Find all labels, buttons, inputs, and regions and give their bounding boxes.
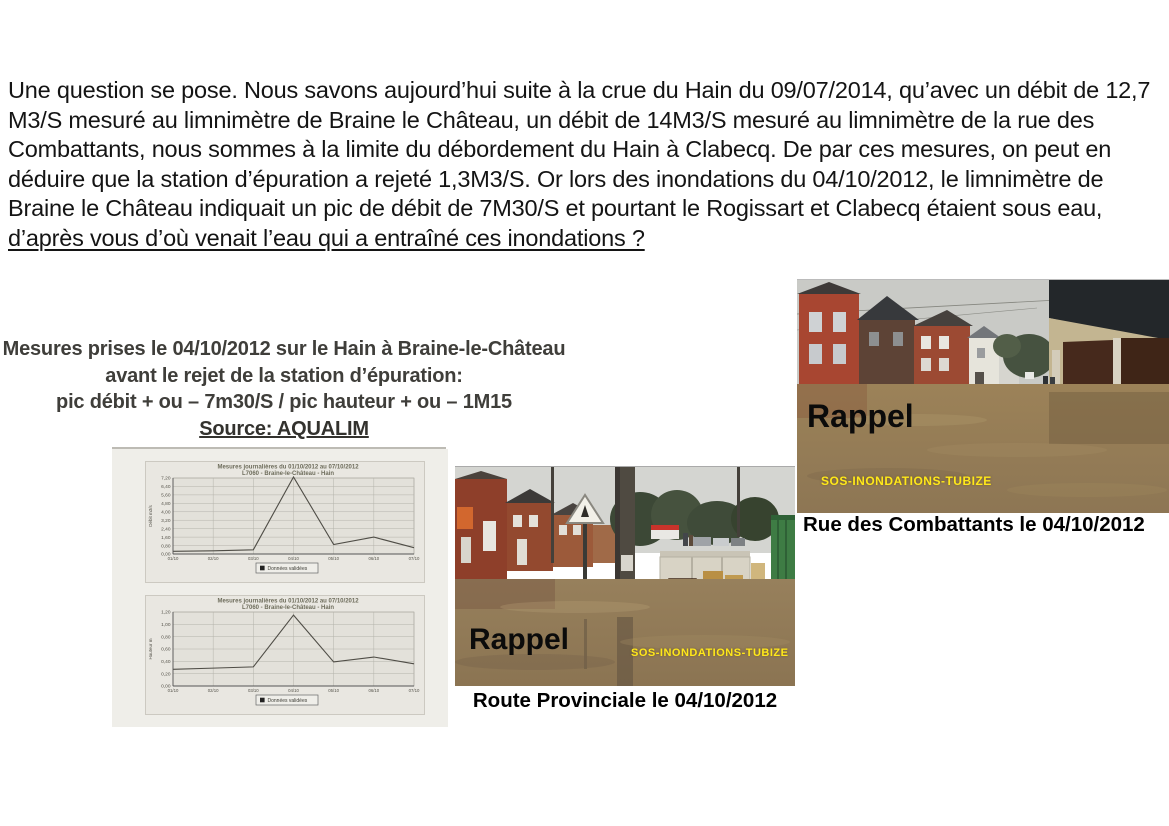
svg-text:06/10: 06/10 (368, 688, 380, 693)
hauteur-line-chart (145, 595, 425, 715)
svg-text:Mesures journalières du 01/10/: Mesures journalières du 01/10/2012 au 07/10/2012 (217, 464, 359, 471)
svg-text:03/10: 03/10 (247, 688, 259, 693)
svg-text:02/10: 02/10 (207, 556, 219, 561)
rappel-overlay-1: Rappel (807, 398, 914, 434)
question-paragraph (8, 76, 1165, 254)
source-aqualim-label: Source: AQUALIM (199, 417, 369, 440)
measurement-note-line3: pic débit + ou – 7m30/S / pic hauteur + ou – 1M15 (56, 391, 512, 413)
svg-text:6,40: 6,40 (161, 485, 171, 491)
sos-inondations-watermark-2: SOS-INONDATIONS-TUBIZE (631, 647, 789, 659)
svg-text:0,80: 0,80 (161, 544, 171, 550)
svg-text:0,00: 0,00 (161, 552, 171, 558)
svg-text:01/10: 01/10 (167, 556, 179, 561)
flood-photo-route-provinciale (455, 466, 795, 686)
photo-caption-rue-des-combattants: Rue des Combattants le 04/10/2012 (803, 513, 1145, 536)
svg-text:07/10: 07/10 (408, 688, 420, 693)
rappel-overlay-2: Rappel (469, 623, 570, 656)
paragraph-underlined-question: d’après vous d’où venait l’eau qui a entraîné ces inondations ? (8, 224, 645, 251)
photo-caption-route-provinciale: Route Provinciale le 04/10/2012 (472, 689, 778, 712)
svg-text:02/10: 02/10 (207, 688, 219, 693)
svg-text:0,60: 0,60 (161, 647, 171, 653)
svg-text:04/10: 04/10 (288, 556, 299, 561)
hauteur-chart-svg (146, 596, 422, 712)
svg-text:1,20: 1,20 (161, 610, 171, 616)
debit-chart-svg (146, 462, 422, 580)
svg-text:7,20: 7,20 (161, 476, 171, 482)
svg-text:07/10: 07/10 (408, 556, 420, 561)
svg-text:5,60: 5,60 (161, 493, 171, 499)
svg-text:05/10: 05/10 (328, 688, 340, 693)
svg-text:Mesures journalières du 01/10/: Mesures journalières du 01/10/2012 au 07/10/2012 (217, 598, 359, 605)
measurement-note (0, 336, 568, 442)
svg-text:06/10: 06/10 (368, 556, 380, 561)
svg-text:3,20: 3,20 (161, 518, 171, 524)
svg-text:4,00: 4,00 (161, 510, 171, 516)
svg-text:0,20: 0,20 (161, 672, 171, 678)
svg-text:0,80: 0,80 (161, 635, 171, 641)
svg-text:L7060 - Braine-le-Château - Ha: L7060 - Braine-le-Château - Hain (241, 605, 335, 611)
svg-text:Données validées: Données validées (267, 698, 308, 704)
debit-line-chart (145, 461, 425, 583)
sos-inondations-watermark-1: SOS-INONDATIONS-TUBIZE (821, 474, 992, 488)
measurement-note-line1: Mesures prises le 04/10/2012 sur le Hain à Braine-le-Château (2, 338, 566, 360)
svg-text:4,80: 4,80 (161, 502, 171, 508)
svg-text:Données validées: Données validées (267, 566, 308, 572)
svg-text:0,40: 0,40 (161, 660, 171, 666)
measurement-note-line2: avant le rejet de la station d’épuration: (105, 364, 463, 387)
svg-text:01/10: 01/10 (167, 688, 179, 693)
svg-text:04/10: 04/10 (288, 688, 299, 693)
svg-text:1,60: 1,60 (161, 535, 171, 541)
svg-text:2,40: 2,40 (161, 527, 171, 533)
flood-photo-rue-des-combattants (797, 279, 1169, 513)
paragraph-intro-text: Une question se pose. Nous savons aujourd’hui suite à la crue du Hain du 09/07/2014, qu’avec un débit de 12,7 M3/S mesuré au limnimètre de Braine le Château, un débit de 14M3/S mesuré au limnimètre de la rue des Combattants, nous sommes à la limite du débordement du Hain à Clabecq. De par ces mesures, on peut en déduire que la station d’épuration a rejeté 1,3M3/S. Or lors des inondations du 04/10/2012, le limnimètre de Braine le Château indiquait un pic de débit de 7M30/S et pourtant le Rogissart et Clabecq étaient sous eau, (8, 77, 1151, 222)
svg-text:0,00: 0,00 (161, 684, 171, 690)
svg-text:03/10: 03/10 (247, 556, 259, 561)
svg-text:Hauteur m: Hauteur m (148, 638, 153, 660)
svg-text:Débit m3/s: Débit m3/s (148, 505, 153, 527)
svg-text:05/10: 05/10 (328, 556, 340, 561)
svg-text:L7060 - Braine-le-Château - Ha: L7060 - Braine-le-Château - Hain (241, 471, 335, 477)
svg-text:1,00: 1,00 (161, 623, 171, 629)
